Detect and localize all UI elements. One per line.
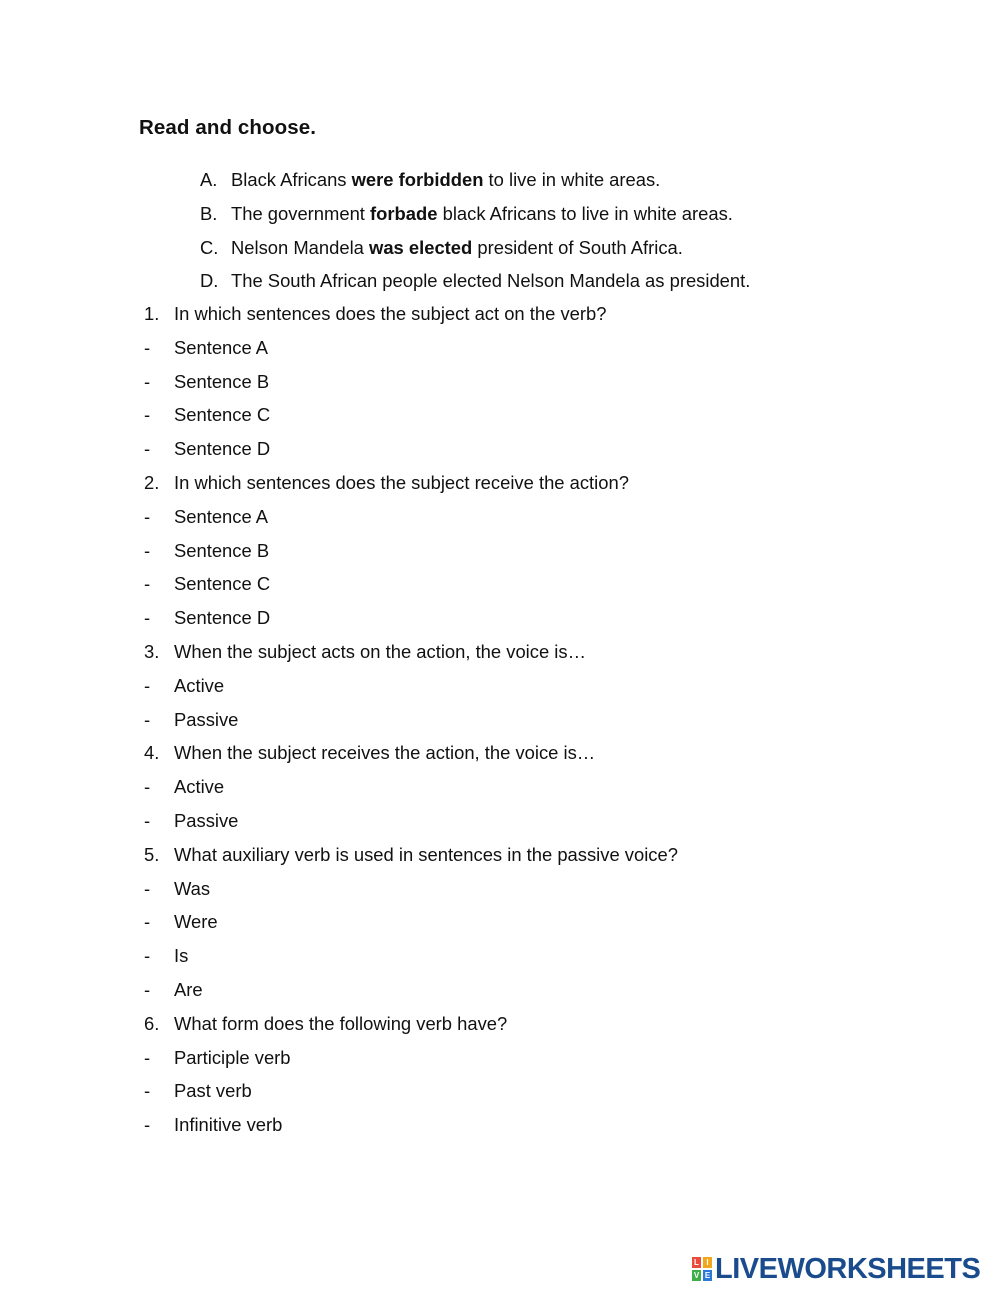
answer-option[interactable] xyxy=(140,773,678,807)
logo-tile: E xyxy=(704,1271,711,1280)
sentence-item xyxy=(200,166,750,200)
answer-option[interactable] xyxy=(140,1044,678,1078)
sentence-text-pre: The South African people elected Nelson Mandela as president. xyxy=(231,270,751,292)
option-text: Infinitive verb xyxy=(174,1114,283,1136)
sentence-item xyxy=(200,200,750,234)
option-text: Sentence B xyxy=(174,539,270,561)
page-title: Read and choose. xyxy=(139,116,317,139)
sentence-letter: D. xyxy=(200,270,219,292)
option-dash: - xyxy=(144,809,151,831)
option-dash: - xyxy=(144,539,151,561)
logo-tile: V xyxy=(693,1271,700,1280)
sentence-letter: C. xyxy=(200,236,219,258)
logo-icon xyxy=(692,1257,712,1281)
option-text: Is xyxy=(174,945,189,967)
option-dash: - xyxy=(144,573,151,595)
answer-option[interactable] xyxy=(140,908,678,942)
answer-option[interactable] xyxy=(140,706,678,740)
option-text: Past verb xyxy=(174,1080,252,1102)
answer-option[interactable] xyxy=(140,1111,678,1145)
answer-option[interactable] xyxy=(140,604,678,638)
question-row xyxy=(140,469,678,503)
question-text: In which sentences does the subject act on the verb? xyxy=(174,303,607,324)
sentence-letter: A. xyxy=(200,169,218,190)
option-dash: - xyxy=(144,776,151,798)
answer-option[interactable] xyxy=(140,435,678,469)
question-row xyxy=(140,638,678,672)
answer-option[interactable] xyxy=(140,334,678,368)
question-row xyxy=(140,1010,678,1044)
option-text: Sentence B xyxy=(174,370,270,392)
answer-option[interactable] xyxy=(140,875,678,909)
question-text: What auxiliary verb is used in sentences in the passive voice? xyxy=(174,843,678,865)
answer-option[interactable] xyxy=(140,537,678,571)
option-dash: - xyxy=(144,336,151,358)
option-dash: - xyxy=(144,404,151,426)
question-text: What form does the following verb have? xyxy=(174,1012,508,1034)
option-dash: - xyxy=(144,1046,151,1068)
option-dash: - xyxy=(144,370,151,392)
sentence-text-post: to live in white areas. xyxy=(483,169,661,190)
question-number: 4. xyxy=(144,742,160,764)
sentence-text-bold: forbade xyxy=(370,202,438,224)
answer-option[interactable] xyxy=(140,401,678,435)
option-text: Are xyxy=(174,978,203,1000)
logo-wordmark: LIVEWORKSHEETS xyxy=(715,1252,981,1285)
option-dash: - xyxy=(144,438,151,460)
option-text: Active xyxy=(174,776,225,798)
sentence-text-pre: The government xyxy=(231,202,371,224)
answer-option[interactable] xyxy=(140,942,678,976)
sentence-text-bold: was elected xyxy=(369,236,473,258)
answer-option[interactable] xyxy=(140,976,678,1010)
option-dash: - xyxy=(144,1114,151,1136)
sentence-text-pre: Black Africans xyxy=(231,169,352,190)
sentence-letter: B. xyxy=(200,202,218,224)
option-dash: - xyxy=(144,607,151,629)
sentence-item xyxy=(200,267,750,301)
option-text: Was xyxy=(174,877,211,899)
question-row xyxy=(140,300,678,334)
option-dash: - xyxy=(144,1080,151,1102)
logo-tile: L xyxy=(692,1257,701,1268)
question-text: In which sentences does the subject receive the action? xyxy=(174,471,629,493)
question-number: 3. xyxy=(144,640,160,662)
option-text: Active xyxy=(174,674,225,696)
option-dash: - xyxy=(144,945,151,967)
option-dash: - xyxy=(144,505,151,527)
question-text: When the subject receives the action, the voice is… xyxy=(174,742,596,764)
option-text: Sentence D xyxy=(174,607,271,629)
option-dash: - xyxy=(144,674,151,696)
logo-tile: I xyxy=(703,1257,712,1268)
option-text: Participle verb xyxy=(174,1046,291,1068)
answer-option[interactable] xyxy=(140,672,678,706)
option-text: Sentence A xyxy=(174,505,269,527)
answer-option[interactable] xyxy=(140,807,678,841)
option-text: Were xyxy=(174,911,218,933)
option-text: Sentence D xyxy=(174,438,271,460)
answer-option[interactable] xyxy=(140,368,678,402)
questions-list xyxy=(140,300,678,1145)
option-text: Sentence C xyxy=(174,573,271,595)
sentence-text-post: president of South Africa. xyxy=(472,236,683,258)
sentence-text-post: black Africans to live in white areas. xyxy=(437,202,733,224)
liveworksheets-logo xyxy=(692,1252,980,1286)
sentence-item xyxy=(200,234,750,268)
answer-option[interactable] xyxy=(140,570,678,604)
example-sentences-list xyxy=(200,166,750,301)
option-dash: - xyxy=(144,911,151,933)
question-row xyxy=(140,739,678,773)
answer-option[interactable] xyxy=(140,1077,678,1111)
question-row xyxy=(140,841,678,875)
option-text: Passive xyxy=(174,708,239,730)
question-number: 1. xyxy=(144,303,160,324)
answer-option[interactable] xyxy=(140,503,678,537)
question-number: 6. xyxy=(144,1012,160,1034)
option-text: Sentence A xyxy=(174,336,269,358)
sentence-text-bold: were forbidden xyxy=(351,169,484,190)
option-text: Passive xyxy=(174,809,239,831)
sentence-text-pre: Nelson Mandela xyxy=(231,236,370,258)
question-text: When the subject acts on the action, the voice is… xyxy=(174,640,586,662)
option-dash: - xyxy=(144,708,151,730)
option-dash: - xyxy=(144,978,151,1000)
option-text: Sentence C xyxy=(174,404,271,426)
question-number: 5. xyxy=(144,843,160,865)
question-number: 2. xyxy=(144,471,160,493)
option-dash: - xyxy=(144,877,151,899)
